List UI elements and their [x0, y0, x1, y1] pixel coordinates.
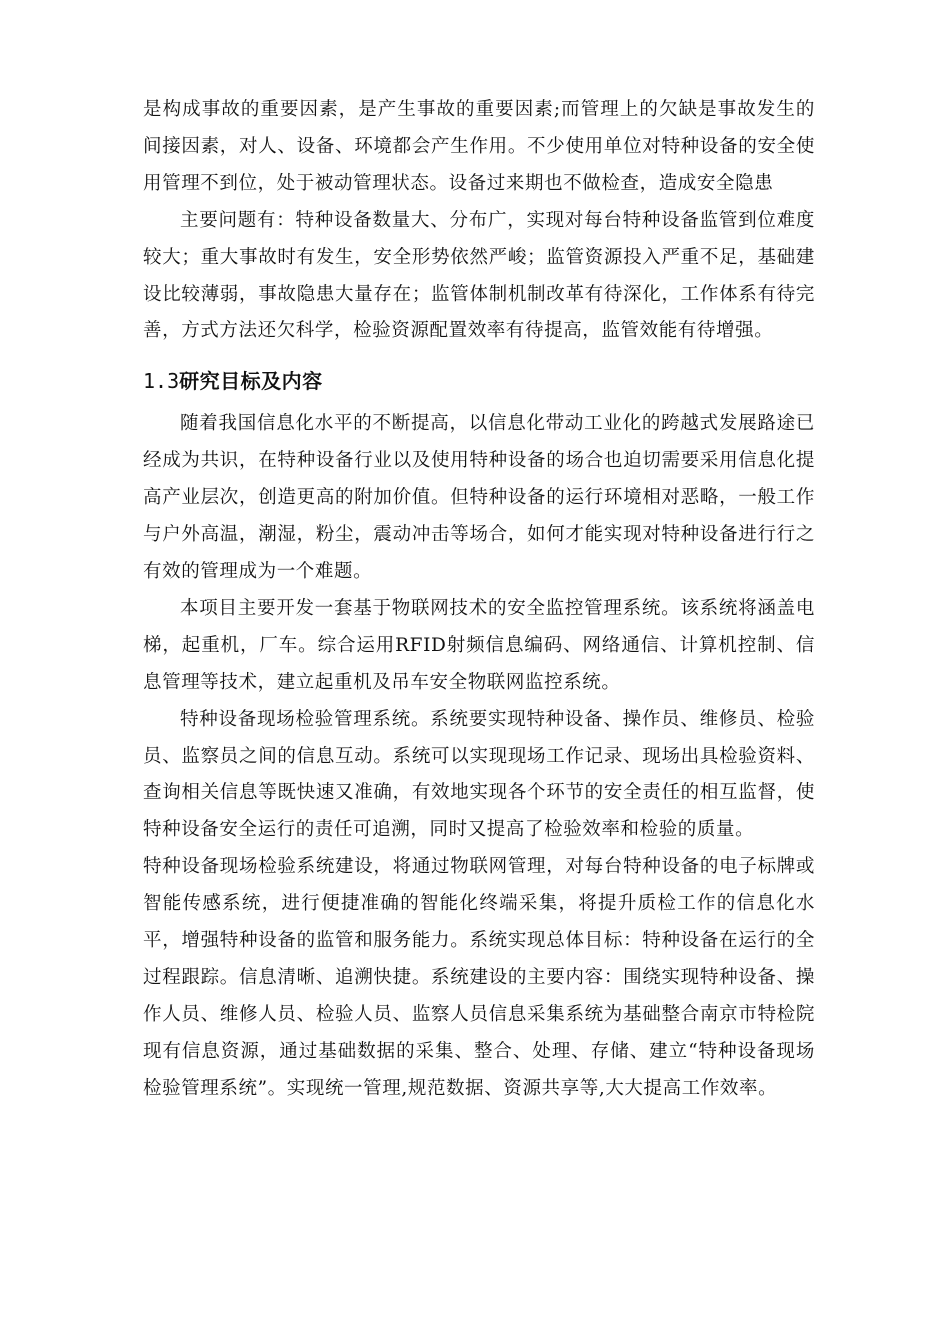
paragraph-informatization: 随着我国信息化水平的不断提高，以信息化带动工业化的跨越式发展路途已经成为共识，在特种设备行业以及使用特种设备的场合也迫切需要采用信息化提高产业层次，创造更高的附加价值。但特种设备的运行环境相对恶略，一般工作与户外高温，潮湿，粉尘，震动冲击等场合，如何才能实现对特种设备进行行之有效的管理成为一个难题。: [143, 413, 815, 582]
paragraph-accident-factors: 是构成事故的重要因素，是产生事故的重要因素;而管理上的欠缺是事故发生的间接因素，对人、设备、环境都会产生作用。不少使用单位对特种设备的安全使用管理不到位，处于被动管理状态。设备过来期也不做检查，造成安全隐患: [143, 99, 815, 194]
paragraph-main-problems: 主要问题有：特种设备数量大、分布广，实现对每台特种设备监管到位难度较大；重大事故时有发生，安全形势依然严峻；监管资源投入严重不足，基础建设比较薄弱，事故隐患大量存在；监管体制机制改革有待深化，工作体系有待完善，方式方法还欠科学，检验资源配置效率有待提高，监管效能有待增强。: [143, 209, 815, 342]
document-page: [143, 92, 815, 1108]
paragraph-system-construction: 特种设备现场检验系统建设，将通过物联网管理，对每台特种设备的电子标牌或智能传感系统，进行便捷准确的智能化终端采集，将提升质检工作的信息化水平，增强特种设备的监管和服务能力。系统实现总体目标：特种设备在运行的全过程跟踪。信息清晰、追溯快捷。系统建设的主要内容：围绕实现特种设备、操作人员、维修人员、检验人员、监察人员信息采集系统为基础整合南京市特检院现有信息资源，通过基础数据的采集、整合、处理、存储、建立“特种设备现场检验管理系统”。实现统一管理,规范数据、资源共享等,大大提高工作效率。: [143, 856, 815, 1099]
section-title: 研究目标及内容: [179, 369, 323, 394]
paragraph-project-overview: 本项目主要开发一套基于物联网技术的安全监控管理系统。该系统将涵盖电梯，起重机，厂车。综合运用RFID射频信息编码、网络通信、计算机控制、信息管理等技术，建立起重机及吊车安全物联网监控系统。: [143, 597, 815, 693]
section-number: 1.3: [143, 369, 180, 394]
section-heading: [143, 364, 815, 398]
paragraph-inspection-system: 特种设备现场检验管理系统。系统要实现特种设备、操作员、维修员、检验员、监察员之间的信息互动。系统可以实现现场工作记录、现场出具检验资料、查询相关信息等既快速又准确，有效地实现各个环节的安全责任的相互监督，使特种设备安全运行的责任可追溯，同时又提高了检验效率和检验的质量。: [143, 708, 815, 841]
